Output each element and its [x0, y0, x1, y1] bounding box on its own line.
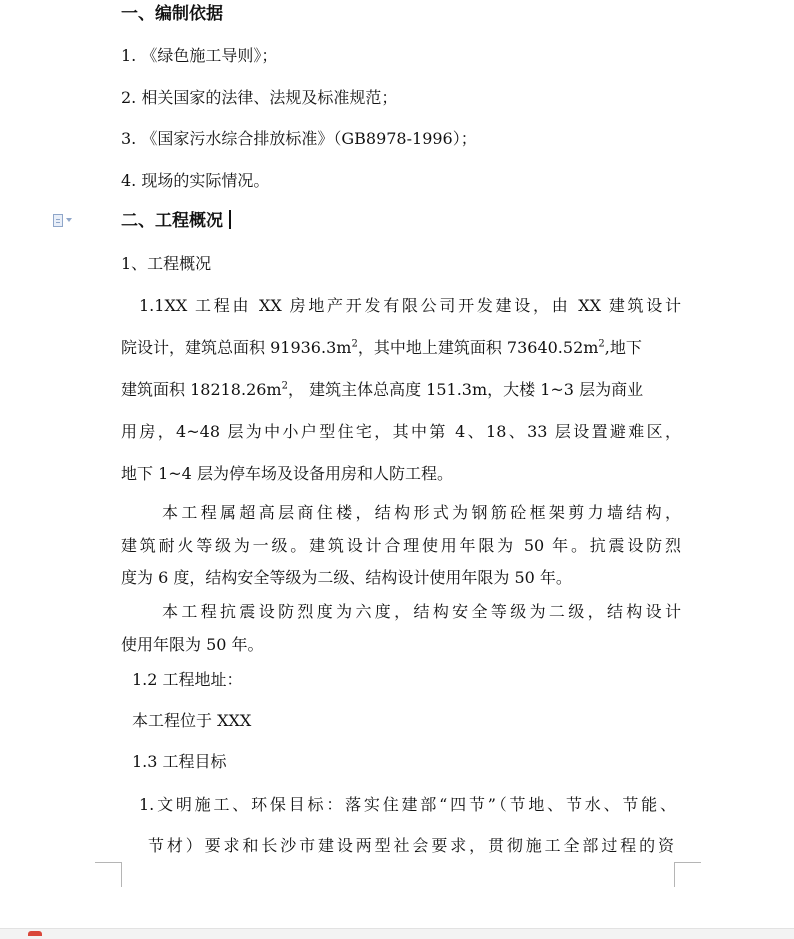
subheading-overview: 1、工程概况	[121, 254, 212, 273]
para1-line-5: 地下 1~4 层为停车场及设备用房和人防工程。	[121, 464, 453, 483]
para3-line-1: 本工程抗震设防烈度为六度，结构安全等级为二级，结构设计	[162, 602, 681, 621]
para1-line-3	[121, 379, 681, 401]
page-margin-corner-right	[674, 862, 701, 887]
para1-text-e: ， 建筑主体总高度 151.3m，大楼 1~3 层为商业	[287, 380, 644, 399]
para1-line-2	[121, 337, 681, 359]
page-margin-corner-left	[95, 862, 122, 887]
para1-line-1: 1.1XX 工程由 XX 房地产开发有限公司开发建设，由 XX 建筑设计	[139, 296, 681, 315]
para2-line-1: 本工程属超高层商住楼，结构形式为钢筋砼框架剪力墙结构，	[162, 503, 681, 522]
superscript: 2	[351, 338, 358, 350]
para2-line-3: 度为 6 度，结构安全等级为二级、结构设计使用年限为 50 年。	[121, 568, 572, 587]
basis-item-1: 1. 《绿色施工导则》；	[121, 46, 278, 65]
section-heading-overview[interactable]	[121, 210, 681, 232]
section-heading-basis: 一、编制依据	[121, 4, 223, 24]
paragraph-menu-icon[interactable]	[53, 212, 79, 228]
goal-line-2: 节材）要求和长沙市建设两型社会要求，贯彻施工全部过程的资	[148, 836, 674, 855]
basis-item-4: 4. 现场的实际情况。	[121, 171, 270, 190]
basis-item-2: 2. 相关国家的法律、法规及标准规范；	[121, 88, 398, 107]
subheading-address: 1.2 工程地址：	[132, 670, 243, 689]
basis-item-3: 3. 《国家污水综合排放标准》（GB8978-1996）；	[121, 129, 477, 148]
para1-text-b: ，其中地上建筑面积 73640.52m	[357, 338, 599, 357]
superscript: 2	[281, 380, 288, 392]
section-heading-overview-text: 二、工程概况	[121, 211, 223, 231]
subheading-goals: 1.3 工程目标	[132, 752, 227, 771]
para1-text-d: 建筑面积 18218.26m	[121, 380, 282, 399]
para1-text-a: 院设计，建筑总面积 91936.3m	[121, 338, 352, 357]
goal-line-1: 1.文明施工、环保目标：落实住建部“四节”（节地、节水、节能、	[139, 795, 676, 814]
page-bottom-edge	[0, 928, 794, 939]
superscript: 2	[598, 338, 605, 350]
text-cursor	[229, 210, 231, 229]
para2-line-2: 建筑耐火等级为一级。建筑设计合理使用年限为 50 年。抗震设防烈	[121, 536, 681, 555]
para3-line-2: 使用年限为 50 年。	[121, 635, 264, 654]
document-icon	[53, 214, 63, 227]
para1-line-4: 用房，4~48 层为中小户型住宅，其中第 4、18、33 层设置避难区，	[121, 422, 681, 441]
chevron-down-icon	[66, 218, 72, 222]
app-logo-icon	[28, 931, 42, 936]
address-text: 本工程位于 XXX	[132, 711, 252, 730]
para1-text-c: ,地下	[604, 338, 642, 357]
